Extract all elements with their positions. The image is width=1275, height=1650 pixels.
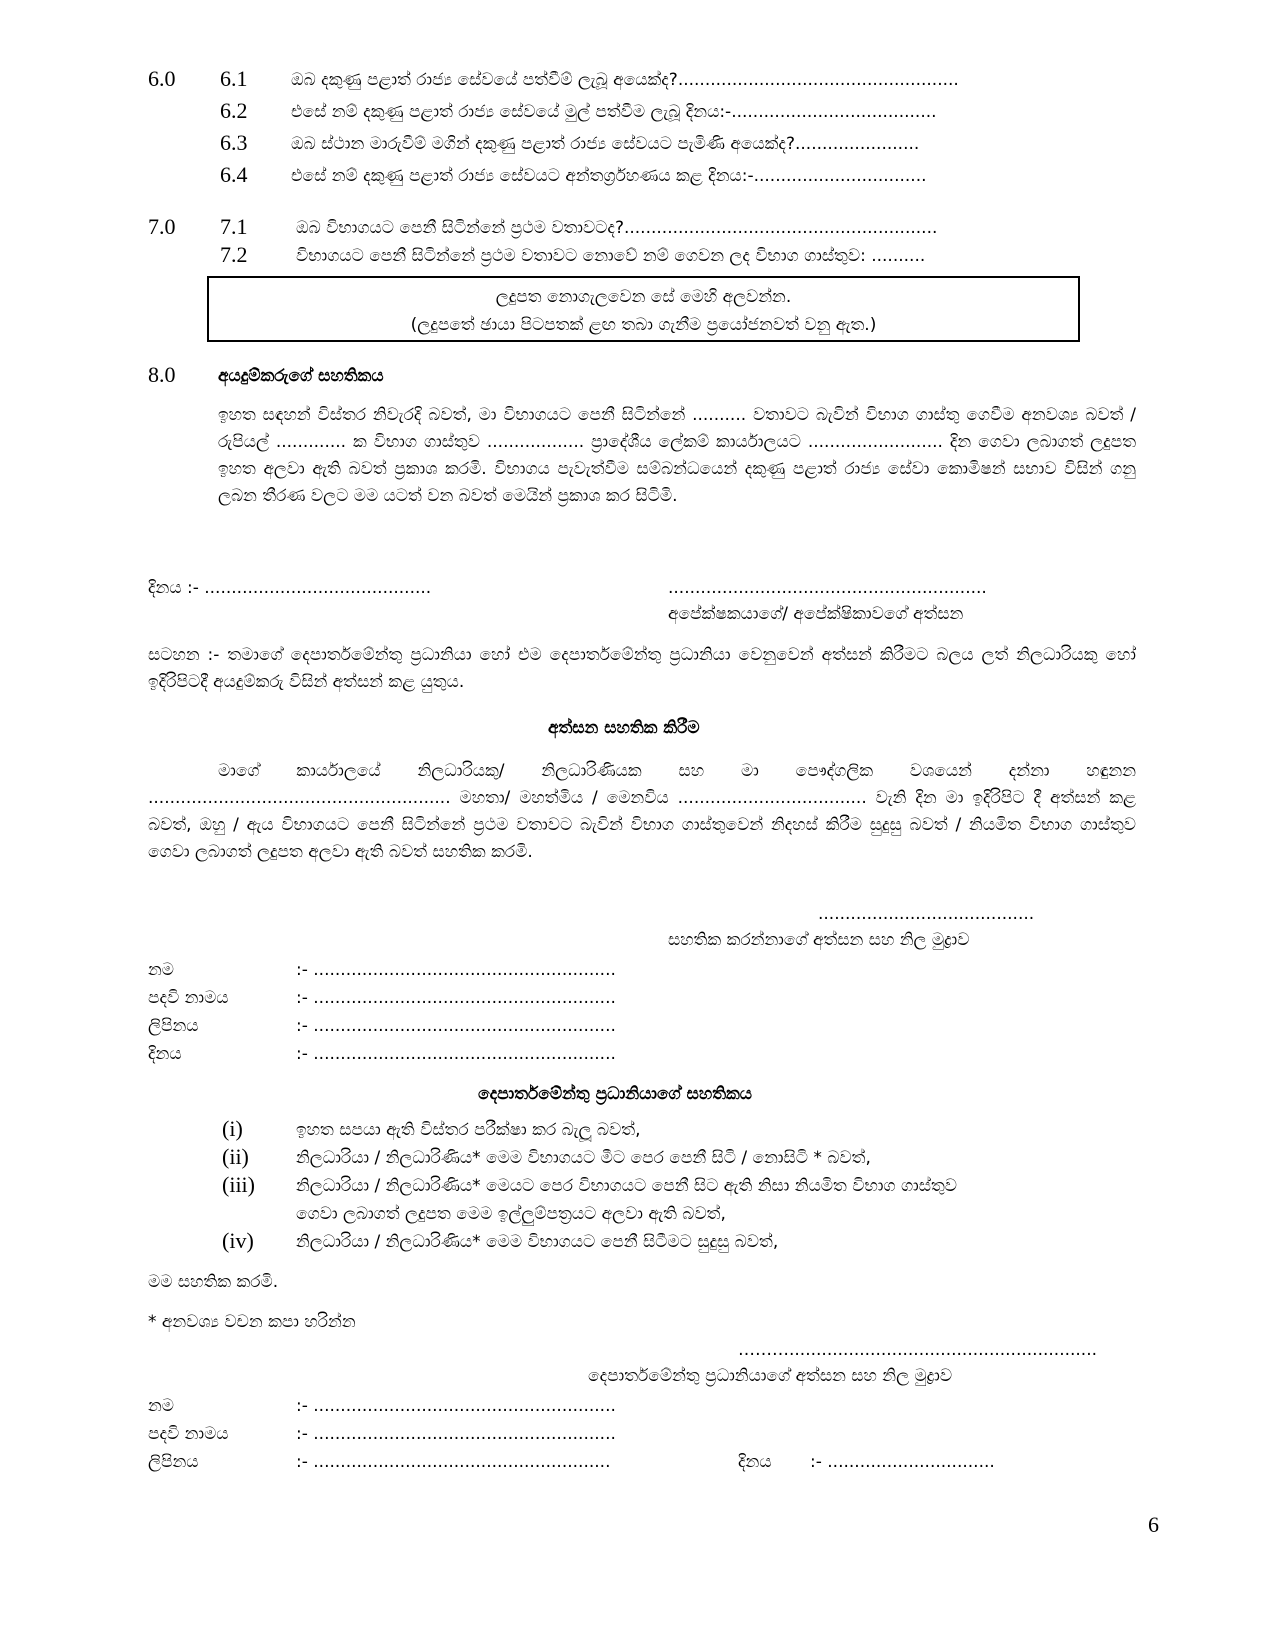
attestor-name-label: නම — [148, 960, 175, 980]
item-6-4-number: 6.4 — [220, 162, 248, 187]
applicant-declaration-paragraph: ඉහත සඳහන් විස්තර නිවැරදි බවත්, මා විභාගයට පෙනී සිටින්නේ .......... වතාවට බැවින් විභාග ගාස්තු ගෙවීම අනවශ්‍ය බවත් / රුපියල් ............. ක විභාග ගාස්තුව .................. ප්‍රාදේශීය ලේකම් කාර්යාලයට ......................... දින ගෙවා ලබාගත් ලදුපත ඉහත අලවා ඇති බවත් ප්‍රකාශ කරමි. විභාගය පැවැත්වීම සම්බන්ධයෙන් දකුණු පළාත් රාජ්‍ය සේවා කොමිෂන් සභාව විසින් ගනු ලබන තීරණ වලට මම යටත් වන බවත් මෙයින් ප්‍රකාශ කර සිටිමි. — [218, 405, 1136, 506]
applicant-date-line: දිනය :- .......................................... — [148, 578, 432, 598]
receipt-box-line-2: (ලදුපතේ ඡායා පිටපතක් ළඟ තබා ගැනීම ප්‍රයෝජනවත් වනු ඇත.) — [410, 315, 877, 335]
head-designation-label: පදවි නාමය — [148, 1424, 229, 1444]
attestor-designation-value: :- ........................................................ — [296, 988, 616, 1008]
attestor-date-label: දිනය — [148, 1044, 182, 1064]
footnote: * අනවශ්‍ය වචන කපා හරින්න — [148, 1312, 356, 1332]
item-ii-text: නිලධාරියා / නිලධාරිණිය* මෙම විභාගයට මීට පෙර පෙනී සිටි / නොසිටි * බවත්, — [296, 1148, 871, 1168]
item-6-1-text: ඔබ දකුණු පළාත් රාජ්‍ය සේවයේ පත්වීම් ලැබූ අයෙක්ද?.................................................... — [291, 70, 959, 90]
item-6-3-number: 6.3 — [220, 130, 248, 155]
item-i-text: ඉහත සපයා ඇති විස්තර පරීක්ෂා කර බැලූ බවත්, — [296, 1120, 641, 1140]
head-name-value: :- ........................................................ — [296, 1396, 616, 1416]
item-i-number: (i) — [222, 1116, 243, 1141]
item-iv-number: (iv) — [222, 1228, 254, 1253]
section-8-number: 8.0 — [148, 362, 176, 387]
item-7-2-text: විභාගයට පෙනී සිටින්නේ ප්‍රථම වතාවට නොවේ නම් ගෙවන ලද විභාග ගාස්තුව: .......... — [296, 246, 926, 266]
receipt-box-line-1: ලදුපත නොගැලවෙන සේ මෙහි අලවන්න. — [495, 287, 792, 307]
section-6-number: 6.0 — [148, 66, 176, 91]
attestation-heading: අත්සන සහතික කිරීම — [548, 718, 700, 738]
item-7-1-text: ඔබ විභාගයට පෙනී සිටින්නේ ප්‍රථම වතාවටද?.......................................................... — [296, 218, 938, 238]
item-iii-text-line-2: ගෙවා ලබාගත් ලදුපත මෙම ඉල්ලුම්පත්‍රයට අලවා ඇති බවත්, — [296, 1204, 726, 1224]
item-6-1-number: 6.1 — [220, 66, 248, 91]
attestor-address-value: :- ........................................................ — [296, 1016, 616, 1036]
applicant-certificate-heading: අයදුම්කරුගේ සහතිකය — [218, 366, 384, 386]
applicant-signature-label: අපේක්ෂකයාගේ/ අපේක්ෂිකාවගේ අත්සන — [668, 604, 964, 624]
head-address-value: :- ....................................................... — [296, 1452, 611, 1472]
head-name-label: නම — [148, 1396, 175, 1416]
attestation-paragraph: මාගේ කාර්යාලයේ නිලධාරියකු/ නිලධාරිණියක සහ මා පෞද්ගලික වශයෙන් දන්නා හඳුනන ........................................................ මහතා/ මහත්මිය / මෙනවිය ................................... වැනි දින මා ඉදිරිපිට දී අත්සන් කළ බවත්, ඔහු / ඇය විභාගයට පෙනී සිටින්නේ ප්‍රථම වතාවට බැවින් විභාග ගාස්තුවෙන් නිදහස් කිරීම සුදුසු බවත් / නියමිත විභාග ගාස්තුව ගෙවා ලබාගත් ලදුපත අලවා ඇති බවත් සහතික කරමි. — [148, 761, 1136, 862]
applicant-signature-dots: ........................................................... — [668, 578, 987, 598]
attestor-signature-dots: ........................................ — [818, 904, 1035, 924]
item-ii-number: (ii) — [222, 1144, 249, 1169]
attestor-name-value: :- ........................................................ — [296, 960, 616, 980]
head-designation-value: :- ........................................................ — [296, 1424, 616, 1444]
page-number: 6 — [1148, 1512, 1159, 1537]
head-date-label: දිනය — [738, 1452, 772, 1472]
section-7-number: 7.0 — [148, 214, 176, 239]
attestor-signature-label: සහතික කරන්නාගේ අත්සන සහ නිල මුද්‍රාව — [668, 930, 970, 950]
item-iii-number: (iii) — [222, 1172, 255, 1197]
head-certificate-heading: දෙපාර්තමේන්තු ප්‍රධානියාගේ සහතිකය — [478, 1084, 753, 1104]
head-date-value: :- ............................... — [810, 1452, 995, 1472]
item-6-2-text: එසේ නම් දකුණු පළාත් රාජ්‍ය සේවයේ මුල් පත්වීම ලැබූ දිනය:-...................................... — [291, 102, 937, 122]
item-7-1-number: 7.1 — [220, 214, 248, 239]
attestor-address-label: ලිපිනය — [148, 1016, 199, 1036]
item-6-3-text: ඔබ ස්ථාන මාරුවීම් මගින් දකුණු පළාත් රාජ්‍ය සේවයට පැමිණි අයෙක්ද?....................... — [291, 134, 920, 154]
item-7-2-number: 7.2 — [220, 242, 248, 267]
head-signature-dots: ………......................................................... — [738, 1340, 1098, 1360]
item-iv-text: නිලධාරියා / නිලධාරිණිය* මෙම විභාගයට පෙනී සිටීමට සුදුසු බවත්, — [296, 1232, 779, 1252]
item-6-4-text: එසේ නම් දකුණු පළාත් රාජ්‍ය සේවයට අන්තර්ග්‍රහණය කළ දිනය:-................................ — [291, 166, 927, 186]
attestor-date-value: :- ........................................................ — [296, 1044, 616, 1064]
head-signature-label: දෙපාර්තමේන්තු ප්‍රධානියාගේ අත්සන සහ නිල මුද්‍රාව — [588, 1366, 953, 1386]
head-certificate-closing: මම සහතික කරමි. — [148, 1272, 279, 1292]
item-6-2-number: 6.2 — [220, 98, 248, 123]
attestor-designation-label: පදවි නාමය — [148, 988, 229, 1008]
head-address-label: ලිපිනය — [148, 1452, 199, 1472]
receipt-paste-box — [207, 276, 1080, 342]
item-iii-text: නිලධාරියා / නිලධාරිණිය* මෙයට පෙර විභාගයට පෙනී සිට ඇති නිසා නියමිත විභාග ගාස්තුව — [296, 1176, 957, 1196]
note-paragraph: සටහන :- තමාගේ දෙපාර්තමේන්තු ප්‍රධානියා හෝ එම දෙපාර්තමේන්තු ප්‍රධානියා වෙනුවෙන් අත්සන් කිරීමට බලය ලත් නිලධාරියකු හෝ ඉදිරිපිටදී අයදුම්කරු විසින් අත්සන් කළ යුතුය. — [148, 645, 1136, 692]
